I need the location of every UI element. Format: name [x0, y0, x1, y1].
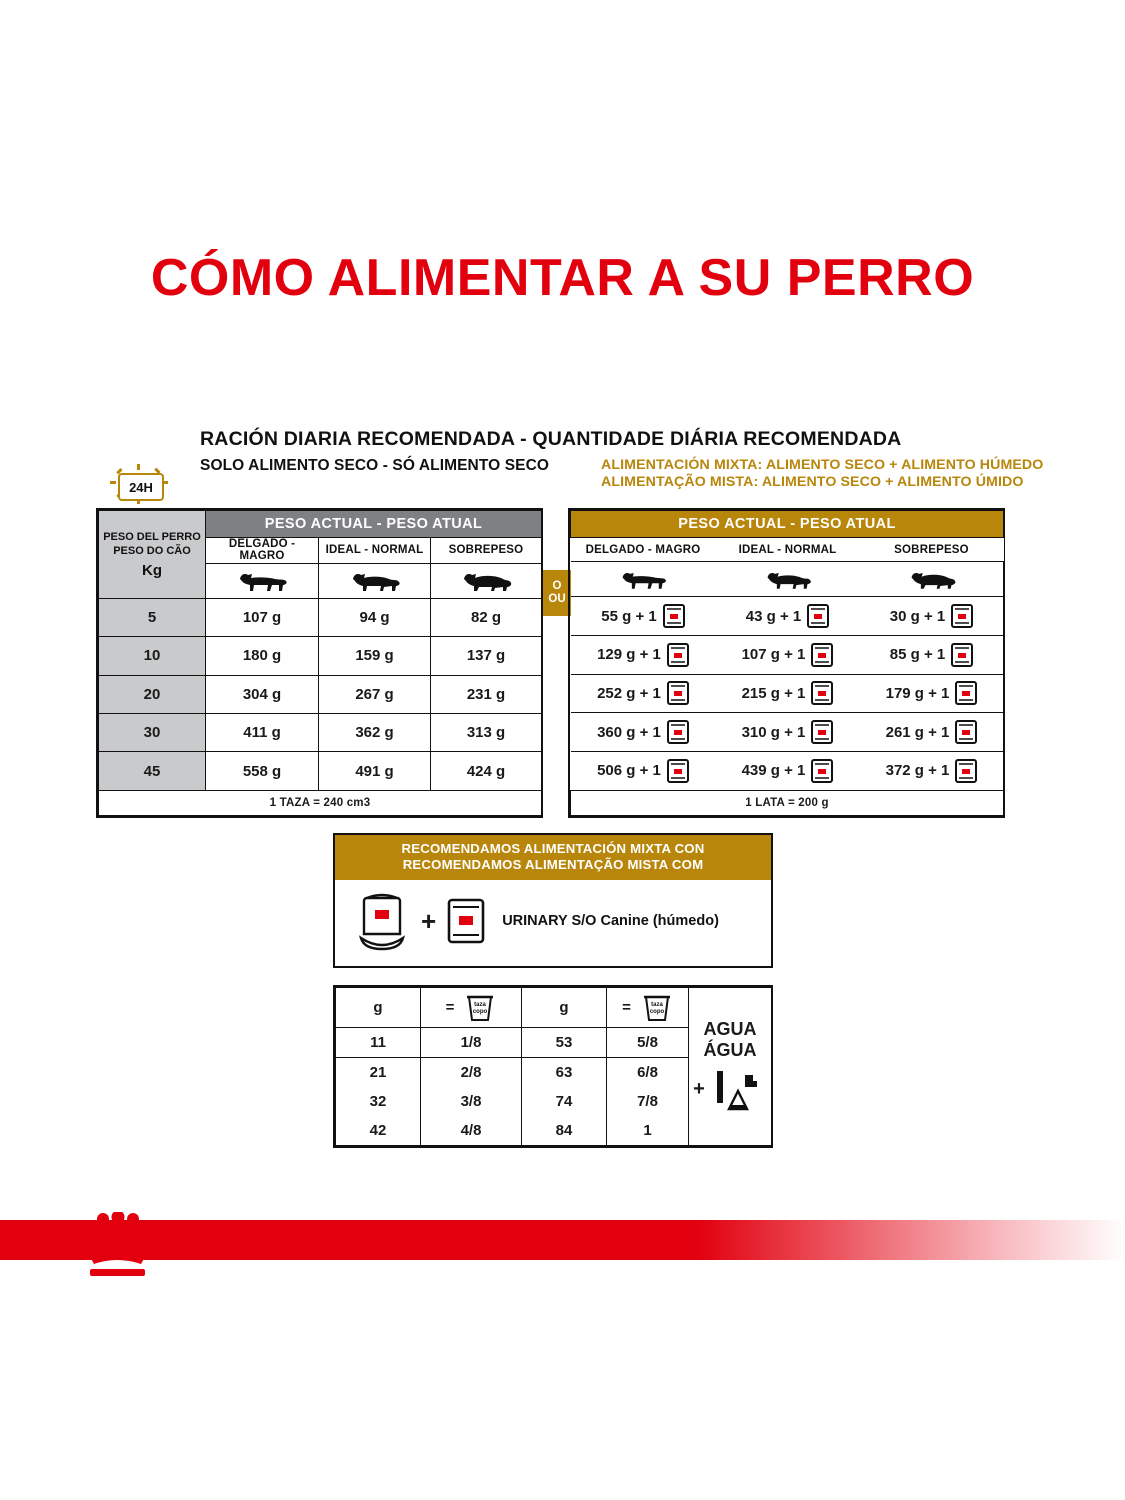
- table-cell: 63: [522, 1058, 607, 1087]
- table-cell: 5/8: [607, 1028, 689, 1058]
- table-row: 30: [99, 713, 206, 751]
- table-cell: [571, 597, 716, 636]
- table-cell: 362 g: [319, 713, 431, 751]
- mixed-food-subheading-line2: ALIMENTAÇÃO MISTA: ALIMENTO SECO + ALIMENTO ÚMIDO: [601, 474, 1024, 490]
- mixed-col-overweight: SOBREPESO: [860, 538, 1004, 561]
- brand-band: [0, 1220, 1125, 1260]
- wet-food-can-icon: [444, 894, 488, 948]
- dog-ideal-icon: [319, 563, 431, 598]
- cup-conversion-table: [333, 985, 773, 1148]
- dog-ideal-icon: [716, 561, 860, 597]
- or-connector: [543, 570, 571, 616]
- or-connector-line2: OU: [548, 593, 566, 605]
- can-icon: [667, 759, 689, 783]
- clock-24h-icon: [108, 464, 170, 504]
- dry-col-overweight: SOBREPESO: [431, 538, 542, 563]
- table-cell: 1/8: [421, 1028, 522, 1058]
- dry-feeding-table: [96, 508, 543, 818]
- can-icon: [951, 643, 973, 667]
- table-cell: 231 g: [431, 675, 542, 713]
- table-cell: [571, 674, 716, 713]
- water-plus-symbol: +: [693, 1078, 705, 1100]
- table-cell: 137 g: [431, 637, 542, 675]
- dog-overweight-icon: [431, 563, 542, 598]
- mixed-table-footnote: 1 LATA = 200 g: [571, 790, 1004, 815]
- can-icon: [807, 604, 829, 628]
- mixed-food-subheading-line1: ALIMENTACIÓN MIXTA: ALIMENTO SECO + ALIMENTO HÚMEDO: [601, 457, 1044, 473]
- table-cell: 2/8: [421, 1058, 522, 1087]
- mixed-value: 439 g + 1: [741, 762, 806, 780]
- table-cell: 82 g: [431, 598, 542, 636]
- can-icon: [955, 759, 977, 783]
- table-cell: [716, 597, 860, 636]
- table-cell: [716, 751, 860, 790]
- table-cell: 313 g: [431, 713, 542, 751]
- dog-thin-icon: [571, 561, 716, 597]
- table-cell: [571, 751, 716, 790]
- table-cell: 558 g: [206, 752, 319, 790]
- table-cell: 491 g: [319, 752, 431, 790]
- table-cell: 3/8: [421, 1087, 522, 1116]
- table-cell: 180 g: [206, 637, 319, 675]
- can-icon: [811, 681, 833, 705]
- mixed-value: 30 g + 1: [889, 607, 946, 625]
- table-cell: 267 g: [319, 675, 431, 713]
- dry-weight-label-2: PESO DO CÃO: [113, 545, 191, 558]
- can-icon: [811, 643, 833, 667]
- table-cell: 74: [522, 1087, 607, 1116]
- mixed-col-thin: DELGADO - MAGRO: [571, 538, 716, 561]
- table-cell: [860, 674, 1004, 713]
- can-icon: [811, 759, 833, 783]
- mixed-value: 129 g + 1: [597, 646, 661, 664]
- recommended-product-label: URINARY S/O Canine (húmedo): [502, 913, 719, 929]
- table-cell: [716, 674, 860, 713]
- mixed-value: 107 g + 1: [741, 646, 806, 664]
- dry-weight-label-1: PESO DEL PERRO: [103, 531, 201, 544]
- table-cell: 424 g: [431, 752, 542, 790]
- table-cell: 304 g: [206, 675, 319, 713]
- can-icon: [667, 681, 689, 705]
- mixed-value: 179 g + 1: [885, 684, 950, 702]
- recommendation-title: [335, 835, 771, 880]
- table-cell: 94 g: [319, 598, 431, 636]
- table-cell: 21: [336, 1058, 421, 1087]
- recommendation-title-line2: RECOMENDAMOS ALIMENTAÇÃO MISTA COM: [402, 857, 704, 872]
- table-row: 45: [99, 752, 206, 790]
- table-cell: 411 g: [206, 713, 319, 751]
- conversion-header-cup2: [607, 988, 689, 1028]
- table-cell: 1: [607, 1116, 689, 1145]
- table-cell: [571, 636, 716, 675]
- conversion-header-g1: g: [336, 988, 421, 1028]
- equals-symbol: =: [622, 999, 631, 1017]
- measuring-cup-icon: [464, 993, 496, 1023]
- dry-weight-unit: Kg: [142, 562, 162, 580]
- badge-24h-label: 24H: [118, 473, 164, 501]
- or-connector-line1: O: [552, 580, 562, 592]
- mixed-value: 252 g + 1: [597, 684, 661, 702]
- svg-text:copo: copo: [473, 1008, 488, 1015]
- table-cell: [860, 597, 1004, 636]
- dry-col-ideal: IDEAL - NORMAL: [319, 538, 431, 563]
- can-icon: [663, 604, 685, 628]
- recommendation-title-line1: RECOMENDAMOS ALIMENTACIÓN MIXTA CON: [401, 841, 705, 856]
- dry-col-thin: DELGADO - MAGRO: [206, 538, 319, 563]
- mixed-food-subheading: [601, 457, 1043, 491]
- recommendation-box: [333, 833, 773, 968]
- dry-table-header: PESO ACTUAL - PESO ATUAL: [206, 511, 542, 538]
- can-icon: [955, 720, 977, 744]
- table-cell: [860, 636, 1004, 675]
- dry-table-footnote: 1 TAZA = 240 cm3: [99, 790, 542, 815]
- svg-text:copo: copo: [649, 1008, 665, 1015]
- recommendation-body: [335, 880, 771, 962]
- mixed-value: 215 g + 1: [741, 684, 806, 702]
- mixed-value: 372 g + 1: [885, 762, 950, 780]
- dry-food-subheading: SOLO ALIMENTO SECO - SÓ ALIMENTO SECO: [200, 457, 550, 474]
- section-heading: RACIÓN DIARIA RECOMENDADA - QUANTIDADE DIÁRIA RECOMENDADA: [200, 428, 902, 450]
- mixed-col-ideal: IDEAL - NORMAL: [716, 538, 860, 561]
- mixed-value: 360 g + 1: [597, 723, 661, 741]
- table-row: 5: [99, 598, 206, 636]
- dog-thin-icon: [206, 563, 319, 598]
- conversion-header-g2: g: [522, 988, 607, 1028]
- can-icon: [667, 720, 689, 744]
- table-cell: 32: [336, 1087, 421, 1116]
- table-cell: [716, 636, 860, 675]
- svg-text:taza: taza: [474, 1001, 487, 1008]
- conversion-header-cup1: [421, 988, 522, 1028]
- table-cell: 11: [336, 1028, 421, 1058]
- mixed-value: 310 g + 1: [741, 723, 806, 741]
- mixed-table-header: PESO ACTUAL - PESO ATUAL: [571, 511, 1004, 538]
- table-cell: 6/8: [607, 1058, 689, 1087]
- measuring-cup-icon: [641, 993, 673, 1023]
- table-cell: 107 g: [206, 598, 319, 636]
- dog-overweight-icon: [860, 561, 1004, 597]
- water-label-pt: ÁGUA: [703, 1039, 757, 1060]
- can-icon: [811, 720, 833, 744]
- table-cell: [860, 751, 1004, 790]
- table-cell: 84: [522, 1116, 607, 1145]
- table-cell: [571, 713, 716, 752]
- mixed-value: 55 g + 1: [601, 607, 657, 625]
- water-tap-icon: [709, 1065, 767, 1115]
- mixed-value: 43 g + 1: [745, 607, 802, 625]
- table-cell: [860, 713, 1004, 752]
- table-cell: 4/8: [421, 1116, 522, 1145]
- can-icon: [955, 681, 977, 705]
- plus-symbol: +: [421, 905, 437, 936]
- table-cell: 7/8: [607, 1087, 689, 1116]
- mixed-value: 506 g + 1: [597, 762, 661, 780]
- table-row: 20: [99, 675, 206, 713]
- table-cell: 42: [336, 1116, 421, 1145]
- can-icon: [667, 643, 689, 667]
- table-cell: 159 g: [319, 637, 431, 675]
- mixed-value: 85 g + 1: [889, 646, 946, 664]
- table-row: 10: [99, 637, 206, 675]
- table-cell: 53: [522, 1028, 607, 1058]
- royal-canin-crown-logo: [68, 1212, 158, 1292]
- mixed-feeding-table: [568, 508, 1005, 818]
- can-icon: [951, 604, 973, 628]
- dry-food-bag-icon: [351, 890, 413, 952]
- water-cell: [689, 988, 772, 1146]
- table-cell: [716, 713, 860, 752]
- mixed-value: 261 g + 1: [885, 723, 950, 741]
- page-title: CÓMO ALIMENTAR A SU PERRO: [150, 249, 975, 307]
- svg-text:taza: taza: [651, 1001, 663, 1008]
- water-label-es: AGUA: [703, 1018, 757, 1039]
- equals-symbol: =: [445, 999, 455, 1017]
- dry-weight-column-header: [99, 511, 206, 599]
